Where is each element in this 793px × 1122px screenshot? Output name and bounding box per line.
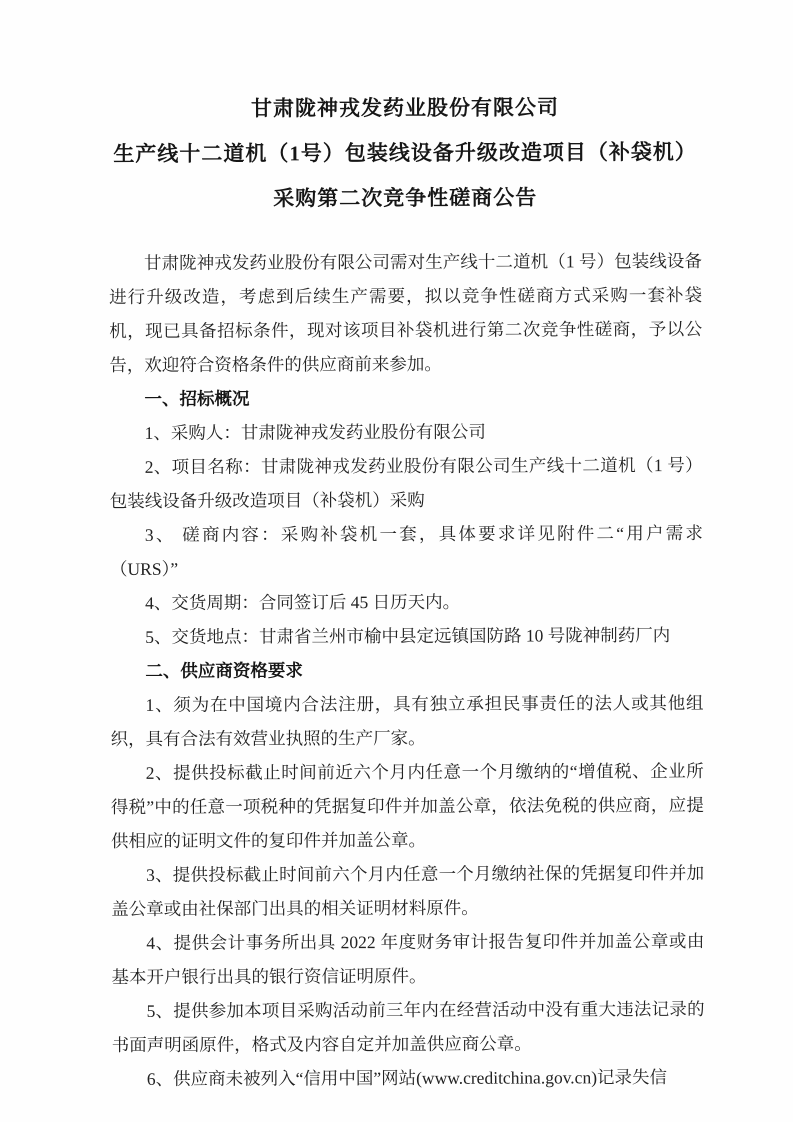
section-1-heading: 一、招标概况 [144,388,250,409]
document-title-line-2: 生产线十二道机（1号）包装线设备升级改造项目（补袋机） [113,139,697,166]
section-1-item-5: 5、交货地点：甘肃省兰州市榆中县定远镇国防路 10 号陇神制药厂内 [145,625,671,647]
document-title-line-3: 采购第二次竞争性磋商公告 [273,185,538,211]
document-body [109,244,705,1096]
document-title-line-1: 甘肃陇神戎发药业股份有限公司 [250,95,559,121]
section-2-item-5: 5、提供参加本项目采购活动前三年内在经营活动中没有重大违法记录的书面声明函原件，格式及内容自定并加盖供应商公章。 [111,998,705,1055]
section-2-item-2: 2、提供投标截止时间前近六个月内任意一个月缴纳的“增值税、企业所得税”中的任意一项税种的凭据复印件并加盖公章，依法免税的供应商，应提供相应的证明文件的复印件并加盖公章。 [110,760,704,851]
section-1-item-2: 2、项目名称：甘肃陇神戎发药业股份有限公司生产线十二道机（1 号）包装线设备升级改造项目（补袋机）采购 [109,454,703,512]
section-2-heading: 二、供应商资格要求 [145,660,303,681]
section-2-item-1: 1、须为在中国境内合法注册，具有独立承担民事责任的法人或其他组织，具有合法有效营业执照的生产厂家。 [110,692,704,749]
section-1-item-4: 4、交货周期：合同签订后 45 日历天内。 [145,591,461,613]
section-2-item-4: 4、提供会计事务所出具 2022 年度财务审计报告复印件并加盖公章或由基本开户银行出具的银行资信证明原件。 [111,930,705,987]
section-1-item-3: 3、 磋商内容：采购补袋机一套，具体要求详见附件二“用户需求（URS）” [109,522,703,579]
section-2-item-3: 3、提供投标截止时间前六个月内任意一个月缴纳社保的凭据复印件并加盖公章或由社保部门出具的相关证明材料原件。 [111,862,705,919]
section-2-item-6: 6、供应商未被列入“信用中国”网站(www.creditchina.gov.cn)记录失信 [146,1067,668,1089]
intro-paragraph: 甘肃陇神戎发药业股份有限公司需对生产线十二道机（1 号）包装线设备进行升级改造，考虑到后续生产需要，拟以竞争性磋商方式采购一套补袋机，现已具备招标条件，现对该项目补袋机进行第二次竞争性磋商，予以公告，欢迎符合资格条件的供应商前来参加。 [109,250,703,376]
section-1-item-1: 1、采购人：甘肃陇神戎发药业股份有限公司 [144,421,486,443]
